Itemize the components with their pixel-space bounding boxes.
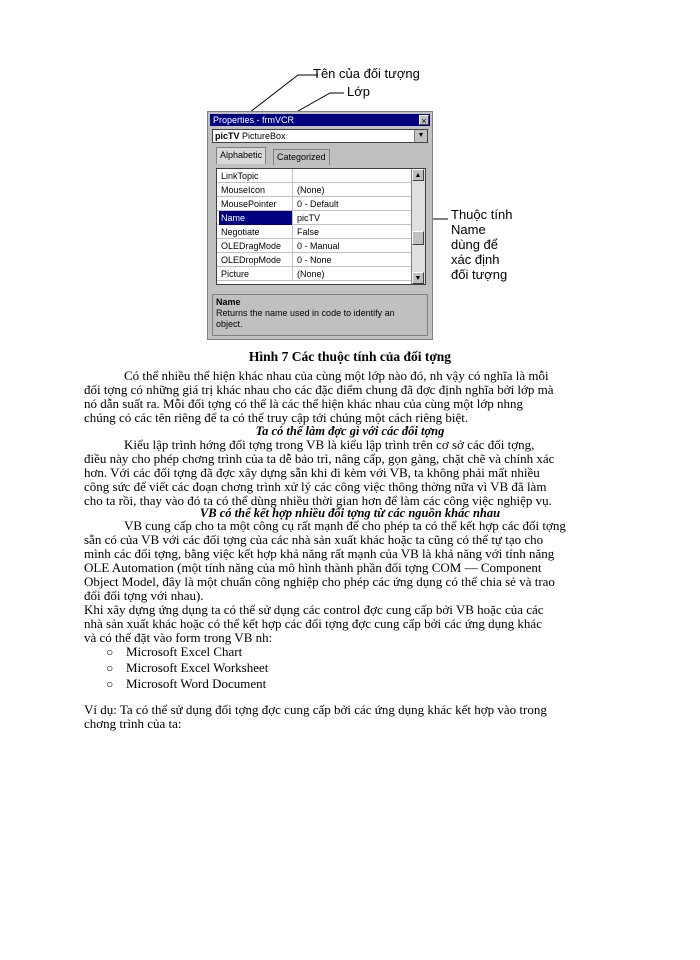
property-row[interactable] xyxy=(217,197,413,211)
property-value: 0 - Default xyxy=(297,199,339,209)
callout-property xyxy=(451,207,512,282)
tab-categorized[interactable]: Categorized xyxy=(273,149,330,165)
tab-alphabetic[interactable]: Alphabetic xyxy=(216,147,266,164)
list-item: Microsoft Excel Worksheet xyxy=(126,660,269,675)
bullet-circle-icon: ○ xyxy=(106,645,114,659)
list-item: Microsoft Word Document xyxy=(126,676,267,691)
property-value: 0 - Manual xyxy=(297,241,340,251)
paragraph-line: điều này cho phép chơng trình của ta dễ bảo trì, nâng cấp, gọn gàng, chặt chẽ và chính xác xyxy=(84,451,555,466)
paragraph-line: Object Model, đây là một chuẩn công nghiệp cho phép các ứng dụng có thể chia sẻ và trao xyxy=(84,574,555,589)
paragraph-line: đối tợng có những giá trị khác nhau cho các đặc điểm chung đã đợc định nghĩa bởi lớp mà xyxy=(84,382,554,397)
property-grid xyxy=(216,168,426,285)
window-title: Properties - frmVCR xyxy=(213,115,295,125)
description-text: Returns the name used in code to identify an xyxy=(216,308,395,318)
bullet-circle-icon: ○ xyxy=(106,677,114,691)
paragraph-line: nó dẫn suất ra. Mỗi đối tợng có thể là các thể hiện khác nhau của cùng một lớp nhng xyxy=(84,396,524,411)
paragraph-line: cho ta rồi, thay vào đó ta có thể dùng nhiều thời gian hơn để làm các công việc nghiệp vụ. xyxy=(84,493,552,508)
scroll-thumb[interactable] xyxy=(412,231,424,245)
property-name: MouseIcon xyxy=(219,183,293,197)
property-name: Picture xyxy=(219,267,293,281)
properties-window xyxy=(207,111,433,340)
chevron-down-icon[interactable]: ▼ xyxy=(414,130,427,142)
paragraph-line: nhà sản xuất khác hoặc có thể kết hợp các đối tợng đợc cung cấp bởi các ứng dụng khác xyxy=(84,616,542,631)
property-row[interactable] xyxy=(217,267,413,281)
paragraph-line: Có thể nhiều thể hiện khác nhau của cùng một lớp nào đó, nh vậy có nghĩa là mỗi xyxy=(124,368,549,383)
property-value: False xyxy=(297,227,320,237)
scroll-down-icon[interactable]: ▼ xyxy=(412,272,424,284)
property-row[interactable] xyxy=(217,239,413,253)
property-value: 0 - None xyxy=(297,255,332,265)
callout-property-line: dùng để xyxy=(451,237,498,252)
figure-caption: Hình 7 Các thuộc tính của đối tợng xyxy=(248,349,452,364)
callout-object-name: Tên của đối tượng xyxy=(313,66,420,81)
callout-property-line: đối tượng xyxy=(451,267,508,282)
object-class: PictureBox xyxy=(242,131,286,141)
list-item: Microsoft Excel Chart xyxy=(126,644,243,659)
paragraph-line: và có thể đặt vào form trong VB nh: xyxy=(84,630,273,645)
section-heading: Ta có thể làm đợc gì với các đối tợng xyxy=(255,424,445,438)
paragraph-line: mình các đối tợng, bằng việc kết hợp khả năng rất mạnh của VB là khả năng với tính năng xyxy=(84,546,555,561)
paragraph-line: VB cung cấp cho ta một công cụ rất mạnh để cho phép ta có thể kết hợp các đối tợng xyxy=(124,518,566,533)
property-row[interactable] xyxy=(217,169,413,183)
property-name: Name xyxy=(219,211,293,225)
paragraph-line: OLE Automation (một tính năng của mô hình thành phần đối tợng COM — Component xyxy=(84,560,542,575)
paragraph-line: Kiểu lập trình hớng đối tợng trong VB là kiểu lập trình trên cơ sở các đối tợng, xyxy=(124,437,535,452)
property-row[interactable] xyxy=(217,183,413,197)
callout-property-line: xác định xyxy=(451,252,500,267)
object-name: picTV xyxy=(215,131,240,141)
paragraph-line: chúng có các tên riêng để ta có thể truy cập tới chúng một cách riêng biệt. xyxy=(84,410,469,425)
property-row-selected[interactable] xyxy=(217,211,413,225)
property-value: (None) xyxy=(297,269,325,279)
scroll-up-icon[interactable]: ▲ xyxy=(412,169,424,181)
callout-class: Lớp xyxy=(347,84,370,99)
paragraph-line: Khi xây dựng ứng dụng ta có thể sử dụng các control đợc cung cấp bởi VB hoặc của các xyxy=(84,602,544,617)
paragraph-line: Ví dụ: Ta có thể sử dụng đối tợng đợc cung cấp bởi các ứng dụng khác kết hợp vào trong xyxy=(84,702,547,717)
paragraph-line: đổi đối tợng với nhau). xyxy=(84,588,204,603)
property-value: (None) xyxy=(297,185,325,195)
property-name: OLEDropMode xyxy=(219,253,293,267)
property-row[interactable] xyxy=(217,253,413,267)
description-pane xyxy=(212,294,428,336)
description-text: object. xyxy=(216,319,243,329)
properties-titlebar xyxy=(210,114,430,126)
property-name: Negotiate xyxy=(219,225,293,239)
callout-property-line: Thuộc tính xyxy=(451,207,513,222)
description-title: Name xyxy=(216,297,241,307)
vertical-scrollbar[interactable] xyxy=(411,169,425,284)
section-heading: VB có thể kết hợp nhiều đối tợng từ các nguồn khác nhau xyxy=(199,506,501,520)
bullet-circle-icon: ○ xyxy=(106,661,114,675)
property-name: LinkTopic xyxy=(219,169,293,183)
callout-property-line: Name xyxy=(451,222,486,237)
paragraph-line: hơn. Với các đối tợng đã đợc xây dựng sẵn khi đi kèm với VB, ta không phải mất nhiều xyxy=(84,465,540,480)
object-selector[interactable] xyxy=(212,129,428,143)
property-name: MousePointer xyxy=(219,197,293,211)
paragraph-line: công sức để viết các đoạn chơng trình xử lý các công việc thông thờng nữa vì VB đã làm xyxy=(84,479,547,494)
property-row[interactable] xyxy=(217,225,413,239)
property-value[interactable]: picTV xyxy=(297,213,321,223)
property-name: OLEDragMode xyxy=(219,239,293,253)
paragraph-line: chơng trình của ta: xyxy=(84,716,182,731)
close-button[interactable]: × xyxy=(419,115,429,125)
paragraph-line: sẵn có của VB với các đối tợng của các nhà sản xuất khác hoặc ta cũng có thể tự tạo cho xyxy=(84,532,544,547)
